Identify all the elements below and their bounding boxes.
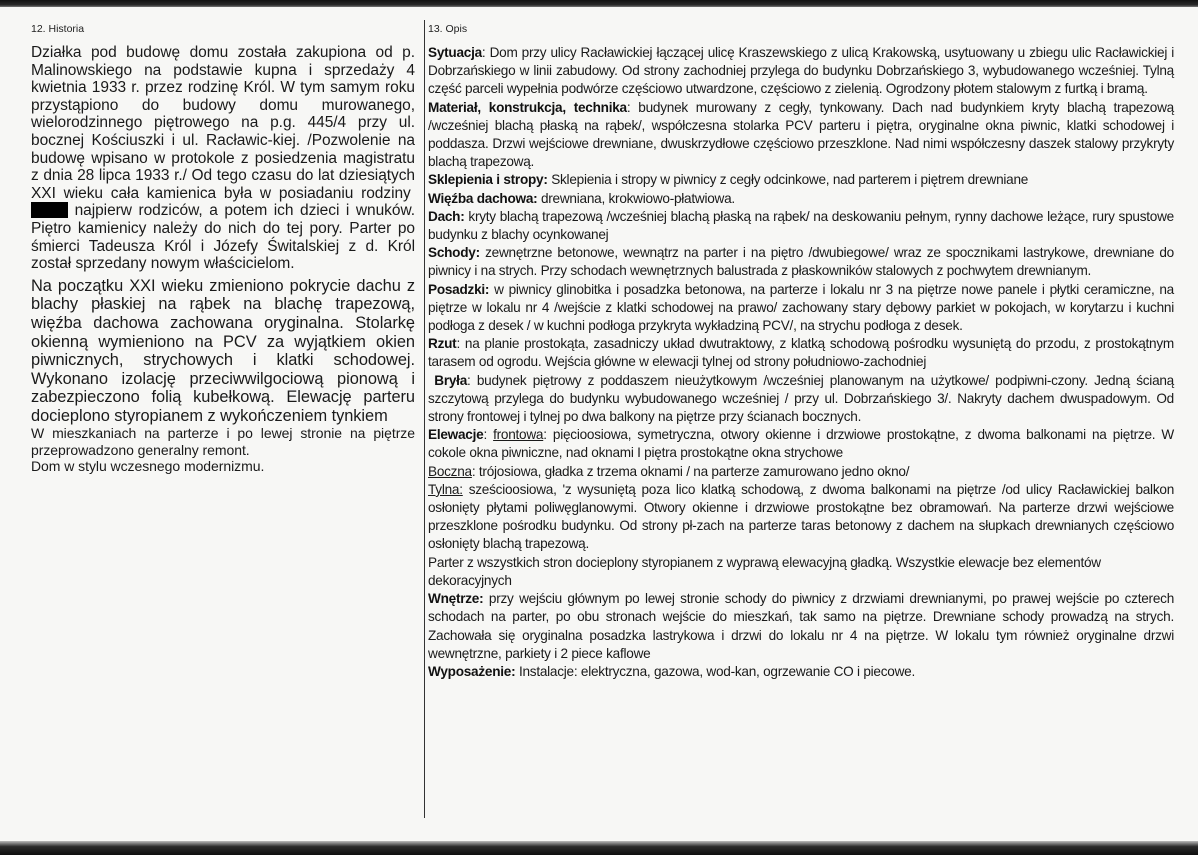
entry-text: Instalacje: elektryczna, gazowa, wod-kan, ogrzewanie CO i piecowe.: [518, 663, 915, 679]
entry-label: Schody:: [428, 245, 480, 261]
history-paragraph-3: W mieszkaniach na parterze i po lewej stronie na piętrze przeprowadzono generalny remont.: [31, 425, 415, 458]
entry-wnetrze: [428, 590, 1174, 663]
history-paragraph-4: Dom w stylu wczesnego modernizmu.: [31, 458, 265, 475]
entry-wiezba: [428, 190, 1174, 208]
history-heading: 12. Historia: [31, 23, 85, 35]
entry-label: Materiał, konstrukcja, technika: [428, 99, 627, 115]
history-paragraph-1: [31, 44, 415, 273]
entry-label: Bryła: [434, 372, 468, 388]
subheading-frontowa: frontowa: [493, 427, 544, 443]
description-body: [428, 44, 1174, 681]
entry-text: zewnętrzne betonowe, wewnątrz na parter i na piętro /dwubiegowe/ wraz ze spocznikami lastrykowe, drewniane do piwnicy i na strych. Przy schodach wewnętrznych balustrada z płaskowników stalowych z pochwytem drewnianym.: [428, 245, 1174, 279]
entry-sep: :: [626, 99, 639, 115]
entry-label: Więźba dachowa:: [428, 190, 538, 206]
subheading-boczna: Boczna: [428, 463, 472, 479]
entry-text: w piwnicy glinobitka i posadzka betonowa, na parterze i lokalu nr 3 na piętrze nowe panele i płytki ceramiczne, na piętrze w lokalu nr 4 /wejście z klatki schodowej na prawo/ zachowany stary dębowy parkiet w pokojach, w korytarzu i kuchni podłoga z desek / w kuchni podłoga przykryta wykładziną PCV/, na strychu podłoga z desek.: [428, 281, 1174, 334]
entry-schody: [428, 244, 1174, 280]
entry-material: [428, 99, 1174, 172]
entry-label: Sklepienia i stropy:: [428, 172, 548, 188]
entry-text: kryty blachą trapezową /wcześniej blachą płaską na rąbek/ na deskowaniu pełnym, rynny dachowe leżące, rury spustowe budynku z blachy ocynkowanej: [428, 208, 1174, 243]
scan-edge-top: [0, 0, 1198, 7]
entry-posadzki: [428, 281, 1174, 336]
entry-sep: :: [481, 45, 490, 60]
entry-text: budynek piętrowy z poddaszem nieużytkowym /wcześniej planowanym na użytkowe/ podpiwni-czony. Jedną ścianą szczytową przylega do budynku wybudowanego wcześniej / przy ul. Dobrzańskiego 3/. Nakryty dachem dwuspadowym. Od strony frontowej i tylnej po dwa balkony na piętrze przy ścianach bocznych.: [428, 372, 1174, 425]
entry-sytuacja: [428, 44, 1174, 99]
description-heading: 13. Opis: [428, 23, 468, 35]
entry-parter: Parter z wszystkich stron docieplony styropianem z wyprawą elewacyjną gładką. Wszystkie elewacje bez elementów dekoracyjnych: [428, 554, 1101, 588]
history-section: [31, 22, 415, 475]
entry-sep: :: [467, 372, 477, 388]
redacted-name-block: [31, 202, 68, 218]
entry-text: budynek murowany z cegły, tynkowany. Dach nad budynkiem kryty blachą trapezową /wcześniej blachą płaską na rąbek/, współczesna stolarka PCV parteru i piętra, oryginalne okna piwnic, klatki schodowej i poddasza. Drzwi wejściowe drewniane, dwuskrzydłowe częściowo przeszklone. Nad nimi współczesny daszek stalowy przykryty blachą trapezową.: [428, 99, 1174, 170]
entry-dach: [428, 208, 1174, 244]
entry-text: Dom przy ulicy Racławickiej łączącej ulicę Kraszewskiego z ulicą Krakowską, usytuowany u zbiegu ulic Racławickiej i Dobrzańskiego w linii zabudowy. Od strony zachodniej przylega do budynku Dobrzańskiego 3, wybudowanego wcześniej. Tylną część parceli wypełnia podwórze częściowo utwardzone, częściowo z zielenią. Ogrodzony płotem stalowym z furtką i bramą.: [428, 45, 1174, 97]
entry-label: Wyposażenie:: [428, 663, 516, 679]
entry-label: Dach:: [428, 208, 465, 224]
entry-label: Sytuacja: [428, 45, 482, 60]
history-text-part-1: Działka pod budowę domu została zakupiona od p. Malinowskiego na podstawie kupna i sprzedaży 4 kwietnia 1933 r. przez rodzinę Król. W tym samym roku przystąpiono do budowy domu murowanego, wielorodzinnego piętrowego na p.g. 445/4 przy ul. bocznej Kościuszki i ul. Racławic-kiej. /Pozwolenie na budowę wpisano w protokole z posiedzenia magistratu z dnia 28 lipca 1933 r./ Od tego czasu do lat dziesiątych XXI wieku cała kamienica była w posiadaniu rodziny: [31, 44, 415, 202]
entry-wyposazenie: [428, 663, 1174, 681]
entry-sklepienia: [428, 171, 1174, 189]
entry-text: : pięcioosiowa, symetryczna, otwory okienne i drzwiowe prostokątne, z dwoma balkonami na piętrze. W cokole okna piwniczne, nad oknami I piętra prostokątne okna strychowe: [428, 427, 1174, 461]
history-body: [31, 44, 415, 475]
entry-elewacja-tylna: [428, 481, 1174, 554]
entry-label: Wnętrze:: [428, 591, 484, 607]
entry-bryla: [428, 372, 1174, 427]
entry-sep: :: [456, 336, 465, 352]
entry-elewacje: [428, 426, 1174, 462]
entry-text: sześcioosiowa, 'z wysuniętą poza lico klatką schodową, z dwoma balkonami na piętrze /od ulicy Racławickiej balkon osłonięty płytami poliwęglanowymi. Otwory okienne i drzwiowe prostokątne bez obramowań. Na parterze drzwi wejściowe przeszklone pośrodku budynku. Od strony pł-zach na parterze taras betonowy z dachem na słupkach drewnianych częściowo osłonięty blachą trapezową.: [428, 481, 1174, 552]
description-section: [428, 22, 1174, 681]
subheading-tylna: Tylna:: [428, 481, 463, 497]
entry-text: : trójosiowa, gładka z trzema oknami / na parterze zamurowano jedno okno/: [471, 463, 910, 479]
history-paragraph-2: Na początku XXI wieku zmieniono pokrycie dachu z blachy płaskiej na rąbek na blachę trapezową, więźba dachowa zachowana oryginalna. Stolarkę okienną wymieniono na PCV za wyjątkiem okien piwnicznych, strychowych i klatki schodowej. Wykonano izolację przeciwwilgociową pionową i zabezpieczono folią kubełkową. Elewację parteru docieplono styropianem z wykończeniem tynkiem: [31, 276, 415, 425]
entry-sep: :: [483, 427, 494, 443]
entry-text: drewniana, krokwiowo-płatwiowa.: [540, 190, 735, 206]
entry-label: Rzut: [428, 336, 457, 352]
column-divider: [424, 20, 425, 818]
entry-elewacja-boczna: [428, 463, 1174, 481]
entry-label: Elewacje: [428, 427, 484, 443]
entry-text: przy wejściu głównym po lewej stronie schody do piwnicy z drzwiami drewnianymi, po prawej wejście po czterech schodach na parter, po obu stronach wejście do mieszkań, tak samo na piętrze. Drewniane schody prowadzą na strych. Zachowała się oryginalna posadzka lastrykowa i drzwi do lokalu nr 4 na piętrze. W lokalu tym również oryginalne drzwi wewnętrzne, parkiety i 2 piece kaflowe: [428, 591, 1175, 661]
entry-text: Sklepienia i stropy w piwnicy z cegły odcinkowe, nad parterem i piętrem drewniane: [551, 172, 1029, 188]
entry-rzut: [428, 335, 1174, 371]
history-text-part-2: najpierw rodziców, a potem ich dzieci i wnuków. Piętro kamienicy należy do nich do tej pory. Parter po śmierci Tadeusza Król i Józefy Świtalskiej z d. Król został sprzedany nowym właścicielom.: [31, 202, 415, 273]
scan-edge-bottom: [0, 841, 1198, 855]
entry-label: Posadzki:: [428, 281, 490, 297]
entry-text: na planie prostokąta, zasadniczy układ dwutraktowy, z klatką schodową pośrodku wysuniętą do przodu, z prostokątnym tarasem od ogrodu. Wejścia główne w elewacji tylnej od strony południowo-zachodniej: [428, 336, 1174, 370]
